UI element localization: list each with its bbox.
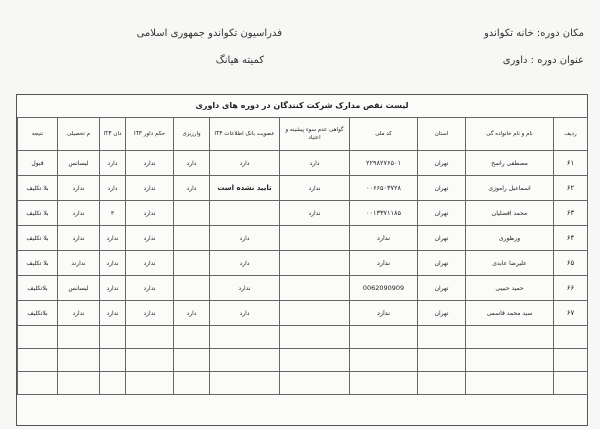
- table-cell: ۶۴: [554, 226, 588, 251]
- table-cell: دارد: [100, 151, 126, 176]
- table-row: [18, 201, 588, 226]
- table-cell: ندارد: [58, 226, 100, 251]
- table-cell: بلا تکلیف: [18, 251, 58, 276]
- venue-line: [484, 28, 584, 39]
- table-cell: دارد: [210, 226, 280, 251]
- empty-cell: [466, 372, 554, 395]
- committee-name: کمیته هیانگ: [215, 55, 264, 66]
- table-cell: ندارد: [280, 176, 350, 201]
- table-cell: ۶۵: [554, 251, 588, 276]
- table-cell: اسماعیل راموزی: [466, 176, 554, 201]
- table-cell: ۶۳: [554, 201, 588, 226]
- table-cell: ندارد: [126, 151, 174, 176]
- empty-cell: [126, 326, 174, 349]
- table-header-row: [18, 118, 588, 151]
- table-cell: بلا تکلیف: [18, 226, 58, 251]
- table-cell: تهران: [418, 226, 466, 251]
- table-cell: 0062090909: [350, 276, 418, 301]
- table-cell: ندارند: [58, 251, 100, 276]
- table-cell: ندارد: [126, 201, 174, 226]
- empty-cell: [350, 372, 418, 395]
- empty-cell: [100, 326, 126, 349]
- table-cell: ندارد: [58, 301, 100, 326]
- table-cell: تهران: [418, 151, 466, 176]
- table-cell: ندارد: [350, 226, 418, 251]
- participants-table: [17, 117, 588, 395]
- table-cell: ۰۰۶۶۵۰۳۷۲۸: [350, 176, 418, 201]
- table-row: [18, 276, 588, 301]
- table-cell: ندارد: [58, 176, 100, 201]
- table-cell: تهران: [418, 201, 466, 226]
- table-cell: ندارد: [210, 276, 280, 301]
- table-cell: ۲۲۹۸۲۷۶۵۰۱: [350, 151, 418, 176]
- empty-row: [18, 349, 588, 372]
- column-header: م تحصیلی: [58, 118, 100, 151]
- table-cell: تهران: [418, 176, 466, 201]
- table-cell: تهران: [418, 251, 466, 276]
- empty-cell: [418, 326, 466, 349]
- table-cell: ندارد: [126, 176, 174, 201]
- column-header: دان ITF: [100, 118, 126, 151]
- table-cell: حمید حبیبی: [466, 276, 554, 301]
- table-cell: دارد: [174, 301, 210, 326]
- deficiency-list-sheet: [16, 94, 588, 426]
- empty-cell: [554, 349, 588, 372]
- empty-cell: [350, 349, 418, 372]
- table-cell: دارد: [174, 151, 210, 176]
- table-cell: دارد: [210, 151, 280, 176]
- table-cell: [174, 226, 210, 251]
- table-cell: [280, 301, 350, 326]
- course-label: عنوان دوره :: [530, 55, 584, 66]
- table-cell: [280, 226, 350, 251]
- table-cell: [280, 251, 350, 276]
- table-row: [18, 151, 588, 176]
- table-cell: ۰۰۱۳۳۷۱۱۸۵: [350, 201, 418, 226]
- table-cell: سید محمد قاسمی: [466, 301, 554, 326]
- empty-cell: [174, 372, 210, 395]
- table-cell: ندارد: [126, 301, 174, 326]
- table-cell: دارد: [210, 301, 280, 326]
- table-cell: بلا تکلیف: [18, 176, 58, 201]
- column-header: گواهی عدم سوء پیشینه و اعتیاد: [280, 118, 350, 151]
- table-cell: [280, 276, 350, 301]
- table-row: [18, 176, 588, 201]
- empty-cell: [280, 326, 350, 349]
- course-line: [503, 55, 584, 66]
- table-cell: ندارد: [58, 201, 100, 226]
- empty-row: [18, 372, 588, 395]
- empty-cell: [466, 326, 554, 349]
- table-cell: تایید نشده است: [210, 176, 280, 201]
- empty-cell: [418, 349, 466, 372]
- venue-label: مکان دوره:: [536, 28, 584, 39]
- table-cell: [174, 201, 210, 226]
- table-row: [18, 301, 588, 326]
- table-cell: ندارد: [350, 301, 418, 326]
- column-header: حکم داور ITF: [126, 118, 174, 151]
- table-cell: ورظوری: [466, 226, 554, 251]
- column-header: کد ملی: [350, 118, 418, 151]
- course-value: داوری: [502, 55, 528, 66]
- empty-cell: [100, 349, 126, 372]
- table-cell: ندارد: [126, 276, 174, 301]
- table-row: [18, 251, 588, 276]
- column-header: نام و نام خانواده گی: [466, 118, 554, 151]
- table-cell: ندارد: [126, 226, 174, 251]
- empty-cell: [174, 326, 210, 349]
- table-cell: بلاتکلیف: [18, 301, 58, 326]
- empty-cell: [100, 372, 126, 395]
- table-cell: ۶۷: [554, 301, 588, 326]
- table-cell: دارد: [100, 176, 126, 201]
- table-cell: ندارد: [100, 276, 126, 301]
- empty-cell: [210, 349, 280, 372]
- table-cell: تهران: [418, 276, 466, 301]
- table-row: [18, 226, 588, 251]
- table-cell: ۳: [100, 201, 126, 226]
- empty-cell: [126, 372, 174, 395]
- empty-cell: [18, 372, 58, 395]
- table-cell: [174, 276, 210, 301]
- table-cell: ندارد: [126, 251, 174, 276]
- table-cell: [210, 201, 280, 226]
- table-cell: دارد: [174, 176, 210, 201]
- empty-cell: [58, 349, 100, 372]
- column-header: استان: [418, 118, 466, 151]
- table-cell: [174, 251, 210, 276]
- empty-cell: [280, 349, 350, 372]
- table-cell: قبول: [18, 151, 58, 176]
- table-cell: مصطفی راسخ: [466, 151, 554, 176]
- empty-row: [18, 326, 588, 349]
- table-cell: دارد: [210, 251, 280, 276]
- column-header: ردیف: [554, 118, 588, 151]
- empty-cell: [18, 326, 58, 349]
- empty-cell: [58, 372, 100, 395]
- empty-cell: [174, 349, 210, 372]
- table-title: لیست نقص مدارک شرکت کنندگان در دوره های داوری: [17, 95, 587, 118]
- table-cell: ندارد: [350, 251, 418, 276]
- empty-cell: [18, 349, 58, 372]
- venue-value: خانه تکواندو: [483, 28, 534, 39]
- empty-cell: [210, 326, 280, 349]
- empty-cell: [280, 372, 350, 395]
- table-cell: ۶۲: [554, 176, 588, 201]
- column-header: وارزیزی: [174, 118, 210, 151]
- table-cell: ندارد: [100, 226, 126, 251]
- table-cell: ندارد: [100, 301, 126, 326]
- table-cell: ۶۶: [554, 276, 588, 301]
- empty-cell: [418, 372, 466, 395]
- federation-title: فدراسیون تکواندو جمهوری اسلامی: [136, 28, 282, 39]
- table-cell: دارد: [280, 151, 350, 176]
- column-header: نتیجه: [18, 118, 58, 151]
- table-cell: تهران: [418, 301, 466, 326]
- table-cell: ۶۱: [554, 151, 588, 176]
- table-cell: لیسانس: [58, 151, 100, 176]
- empty-cell: [466, 349, 554, 372]
- empty-cell: [58, 326, 100, 349]
- table-cell: ندارد: [100, 251, 126, 276]
- table-cell: محمد افضلیان: [466, 201, 554, 226]
- empty-cell: [210, 372, 280, 395]
- empty-cell: [126, 349, 174, 372]
- table-cell: ندارد: [280, 201, 350, 226]
- table-cell: بلا تکلیف: [18, 201, 58, 226]
- empty-cell: [554, 372, 588, 395]
- empty-cell: [554, 326, 588, 349]
- empty-cell: [350, 326, 418, 349]
- table-cell: بلاتکلیف: [18, 276, 58, 301]
- column-header: عضویت بانک اطلاعات ITF: [210, 118, 280, 151]
- table-cell: لیسانس: [58, 276, 100, 301]
- table-cell: علیرضا عابدی: [466, 251, 554, 276]
